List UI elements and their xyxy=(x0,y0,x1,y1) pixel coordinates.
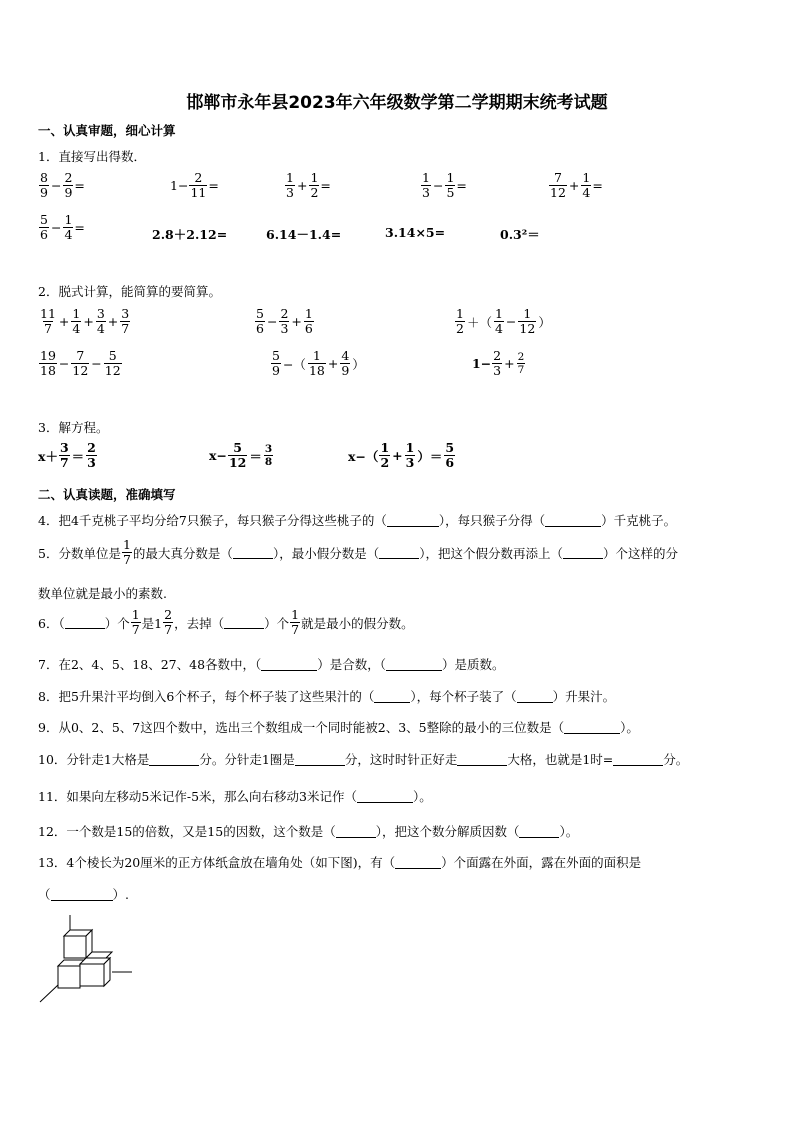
q1-item-5: $\frac{7}{12}$ + $\frac{1}{4}$ = xyxy=(550,170,603,201)
q10: 10．分针走1大格是 分。分针走1圈是 分，这时时针正好走 大格，也就是1时= 分。 xyxy=(38,752,689,767)
section-1-heading: 一、认真审题，细心计算 xyxy=(38,123,176,138)
q1-item-10: 0.3²＝ xyxy=(500,227,540,242)
q10-blank-1[interactable] xyxy=(149,753,199,766)
q1-item-4: $\frac{1}{3}$ − $\frac{1}{5}$ = xyxy=(422,170,467,201)
q3-equation-1: x＋ $\frac{3}{7}$ ＝ $\frac{2}{3}$ xyxy=(38,440,96,471)
q6: 6．（ ）个 $\frac{1}{7}$ 是1 $\frac{2}{7}$ ，去掉（ ）个 $\frac{1}{7}$ 就是最小的假分数。 xyxy=(38,607,414,638)
q1-item-7: 2.8＋2.12= xyxy=(152,227,228,242)
q7: 7．在2、4、5、18、27、48各数中，（ ）是合数，（ ）是质数。 xyxy=(38,657,505,672)
q2-expr-2: $\frac{5}{6}$ − $\frac{2}{3}$ + $\frac{1}{6}$ xyxy=(256,306,313,337)
q10-blank-2[interactable] xyxy=(295,753,345,766)
q7-blank-1[interactable] xyxy=(261,658,317,671)
q4-blank-2[interactable] xyxy=(545,514,601,527)
q3-equation-3: x−（ $\frac{1}{2}$ + $\frac{1}{3}$ ）＝ $\frac{5}{6}$ xyxy=(348,440,455,471)
q2-expr-6: 1− $\frac{2}{3}$ + $\frac{2}{7}$ xyxy=(472,348,525,379)
cubes-in-corner-figure xyxy=(36,910,136,1005)
q5: 5．分数单位是 $\frac{1}{7}$ 的最大真分数是（ ），最小假分数是（ ），把这个假分数再添上（ ）个这样的分 xyxy=(38,537,678,568)
q8-blank-2[interactable] xyxy=(517,690,553,703)
q2-expr-3: $\frac{1}{2}$ ＋（ $\frac{1}{4}$ − $\frac{1}{12}$ ） xyxy=(456,306,551,337)
q11-blank-1[interactable] xyxy=(357,790,413,803)
q5-blank-3[interactable] xyxy=(563,546,603,559)
page-title: 邯郸市永年县2023年六年级数学第二学期期末统考试题 xyxy=(186,93,608,113)
q3-heading: 3．解方程。 xyxy=(38,420,109,435)
q1-item-1: $\frac{8}{9}$ − $\frac{2}{9}$ = xyxy=(40,170,85,201)
q5-line-2: 数单位就是最小的素数. xyxy=(38,586,167,601)
q2-expr-5: $\frac{5}{9}$ −（ $\frac{1}{18}$ + $\frac{4}{9}$ ） xyxy=(272,348,365,379)
q13-line-2: （ ）. xyxy=(38,887,129,902)
q13-blank-2[interactable] xyxy=(51,888,113,901)
q11: 11．如果向左移动5米记作-5米，那么向右移动3米记作（ ）。 xyxy=(38,789,432,804)
q10-blank-4[interactable] xyxy=(613,753,663,766)
q8-blank-1[interactable] xyxy=(374,690,410,703)
q9: 9．从0、2、5、7这四个数中，选出三个数组成一个同时能被2、3、5整除的最小的三位数是（ ）。 xyxy=(38,720,639,735)
q1-item-6: $\frac{5}{6}$ − $\frac{1}{4}$ = xyxy=(40,212,85,243)
q2-expr-1: $\frac{11}{7}$ + $\frac{1}{4}$ + $\frac{3}{4}$ + $\frac{3}{7}$ xyxy=(40,306,130,337)
q4-blank-1[interactable] xyxy=(387,514,439,527)
q3-equation-2: x− $\frac{5}{12}$ ＝ $\frac{3}{8}$ xyxy=(209,440,273,471)
q8: 8．把5升果汁平均倒入6个杯子，每个杯子装了这些果汁的（ ），每个杯子装了（ ）升果汁。 xyxy=(38,689,616,704)
q2-expr-4: $\frac{19}{18}$ − $\frac{7}{12}$ − $\frac{5}{12}$ xyxy=(40,348,121,379)
q6-blank-1[interactable] xyxy=(65,616,105,629)
q6-blank-2[interactable] xyxy=(224,616,264,629)
q12: 12．一个数是15的倍数，又是15的因数，这个数是（ ），把这个数分解质因数（ ）。 xyxy=(38,824,579,839)
q5-blank-2[interactable] xyxy=(379,546,419,559)
q13: 13．4个棱长为20厘米的正方体纸盒放在墙角处（如下图)，有（ ）个面露在外面，露在外面的面积是 xyxy=(38,855,642,870)
q1-item-3: $\frac{1}{3}$ + $\frac{1}{2}$ = xyxy=(286,170,331,201)
q10-blank-3[interactable] xyxy=(457,753,507,766)
section-2-heading: 二、认真读题，准确填写 xyxy=(38,487,176,502)
q7-blank-2[interactable] xyxy=(386,658,442,671)
q1-item-2: 1− $\frac{2}{11}$ = xyxy=(170,170,219,201)
q12-blank-2[interactable] xyxy=(519,825,559,838)
q4: 4．把4千克桃子平均分给7只猴子，每只猴子分得这些桃子的（ ），每只猴子分得（ ）千克桃子。 xyxy=(38,513,677,528)
q13-blank-1[interactable] xyxy=(395,856,441,869)
q9-blank-1[interactable] xyxy=(564,721,620,734)
q5-blank-1[interactable] xyxy=(233,546,273,559)
q1-heading: 1．直接写出得数． xyxy=(38,149,146,164)
q2-heading: 2．脱式计算，能简算的要简算。 xyxy=(38,284,221,299)
q1-item-8: 6.14－1.4= xyxy=(266,227,342,242)
q1-item-9: 3.14×5= xyxy=(385,225,446,240)
q12-blank-1[interactable] xyxy=(336,825,376,838)
